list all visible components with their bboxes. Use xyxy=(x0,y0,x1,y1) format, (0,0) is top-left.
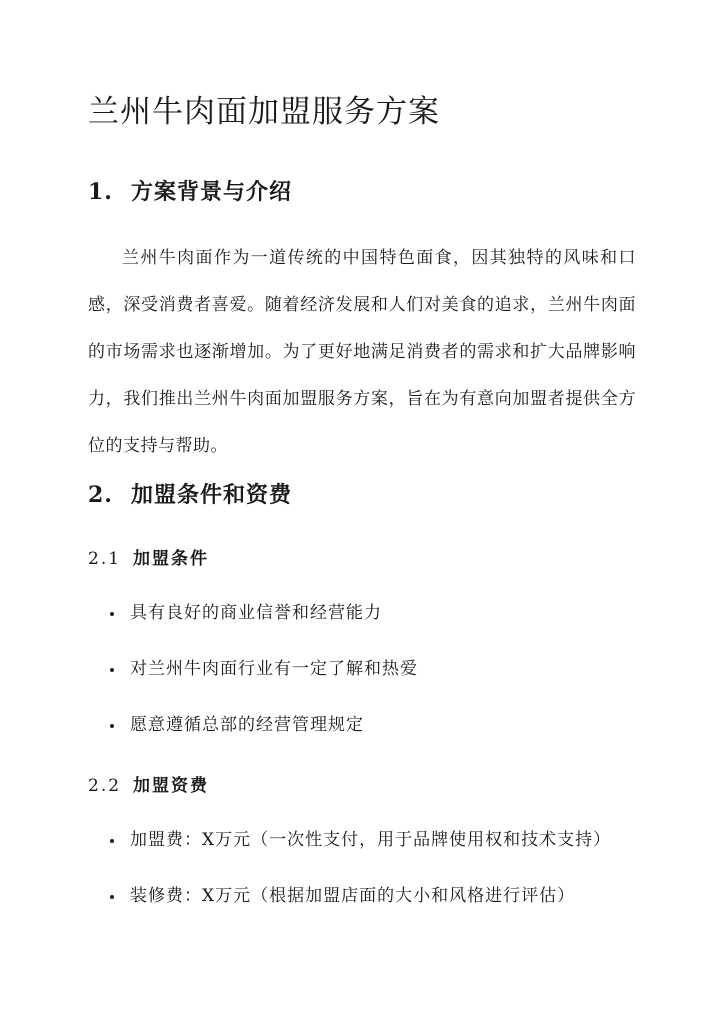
subsection-2-2-number: 2.2 xyxy=(88,776,122,796)
section-1-title: 方案背景与介绍 xyxy=(130,179,292,205)
section-1-paragraph: 兰州牛肉面作为一道传统的中国特色面食，因其独特的风味和口感，深受消费者喜爱。随着经济发展和人们对美食的追求，兰州牛肉面的市场需求也逐渐增加。为了更好地满足消费者的需求和扩大品牌影响力，我们推出兰州牛肉面加盟服务方案，旨在为有意向加盟者提供全方位的支持与帮助。 xyxy=(88,248,636,456)
subsection-2-2-title: 加盟资费 xyxy=(133,776,210,796)
list-item-text: 对兰州牛肉面行业有一定了解和热爱 xyxy=(130,659,418,679)
list-item-text: 愿意遵循总部的经营管理规定 xyxy=(130,715,364,735)
subsection-2-1-number: 2.1 xyxy=(88,549,122,569)
list-item-text: 具有良好的商业信誉和经营能力 xyxy=(130,603,382,623)
bullet-icon xyxy=(110,895,114,899)
subsection-2-1-heading xyxy=(88,544,209,569)
section-1-heading xyxy=(88,175,292,206)
bullet-icon xyxy=(110,724,114,728)
section-2-title: 加盟条件和资费 xyxy=(130,482,292,508)
bullet-icon xyxy=(110,668,114,672)
section-1-number: 1. xyxy=(88,179,113,205)
section-2-number: 2. xyxy=(88,482,113,508)
bullet-icon xyxy=(110,839,114,843)
list-item-text: 加盟费：X万元（一次性支付，用于品牌使用权和技术支持） xyxy=(130,830,612,850)
document-title: 兰州牛肉面加盟服务方案 xyxy=(88,94,440,130)
bullet-icon xyxy=(110,612,114,616)
subsection-2-1-title: 加盟条件 xyxy=(133,549,210,569)
list-item-text: 装修费：X万元（根据加盟店面的大小和风格进行评估） xyxy=(130,886,576,906)
subsection-2-2-heading xyxy=(88,771,209,796)
section-2-heading xyxy=(88,478,292,509)
